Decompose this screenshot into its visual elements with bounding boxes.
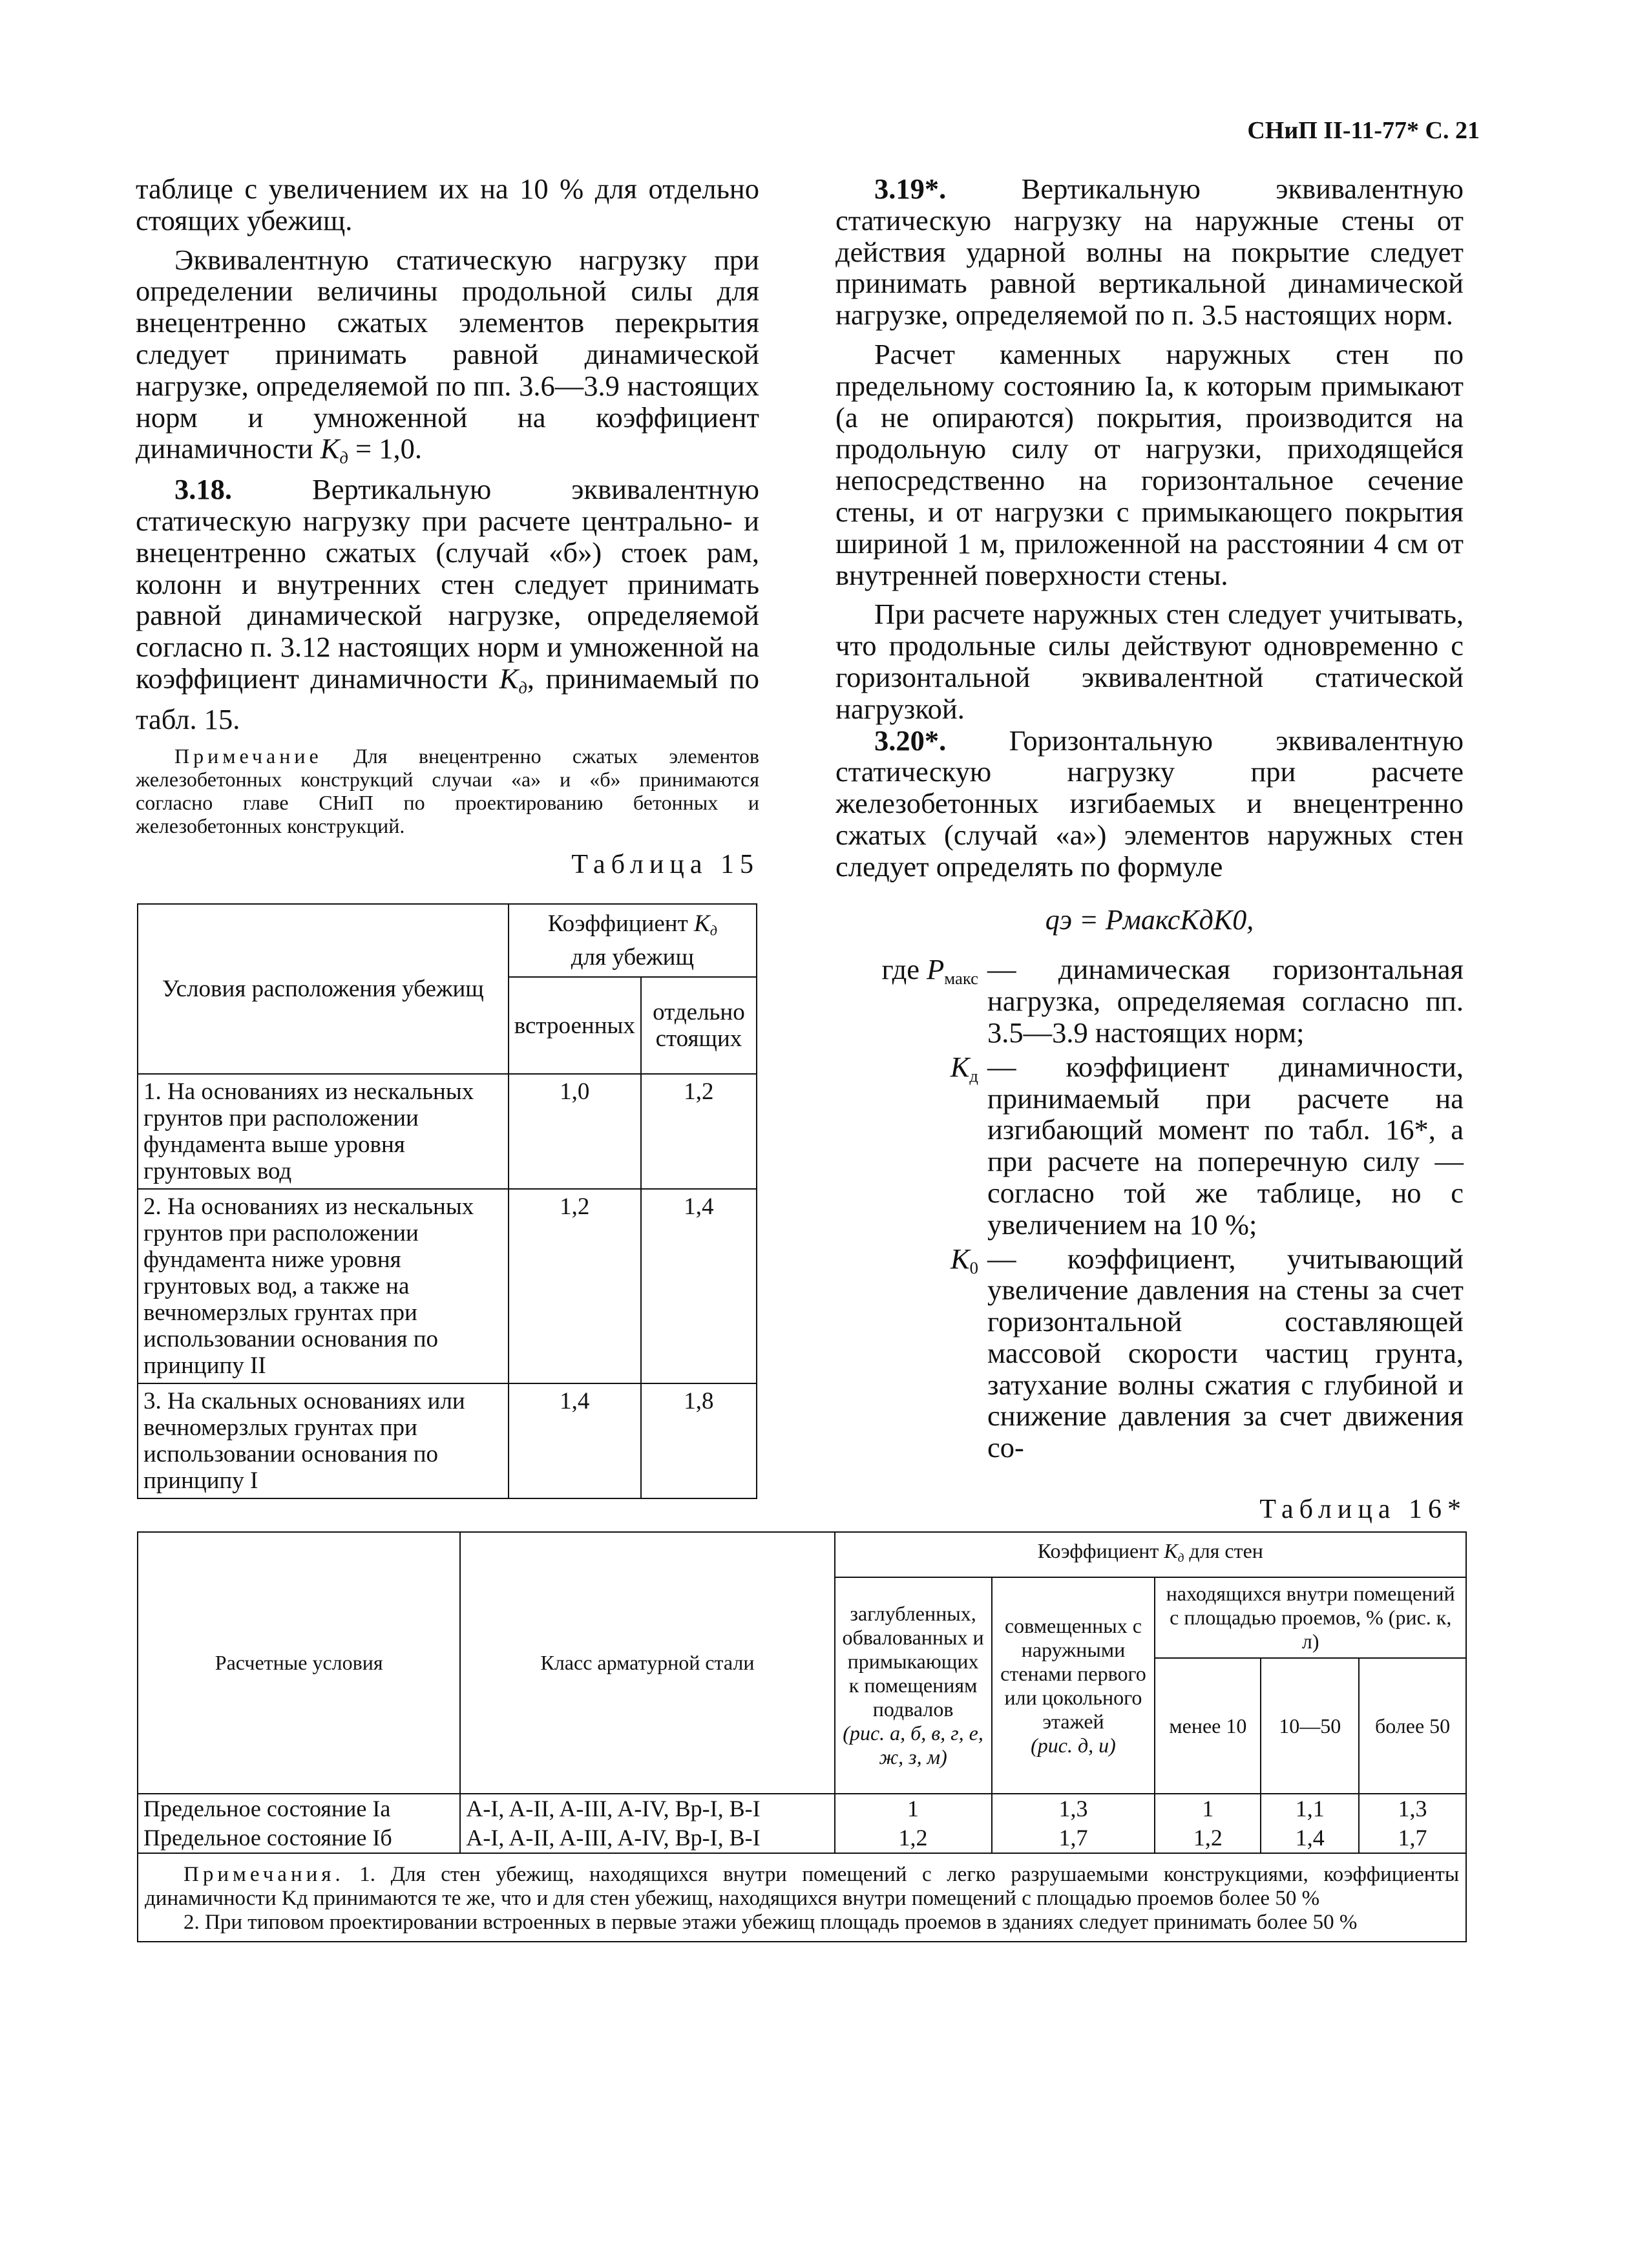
clause-3-19 — [835, 173, 1464, 331]
value-cell: 1,4 — [1261, 1823, 1359, 1853]
value-cell: 1,3 — [992, 1794, 1155, 1823]
column-header: менее 10 — [1155, 1658, 1261, 1794]
definition-term: $K_д$ — [950, 1050, 978, 1086]
value-cell: 1,4 — [509, 1383, 641, 1498]
table-row — [138, 1823, 1466, 1853]
column-header: встроенных — [509, 977, 641, 1074]
paragraph-text: Горизонтальную эквивалентную статическую нагрузку при расчете железобетонных изгибаемых и внецентренно сжатых (случай «а») элементов наружных стен следует определять по формуле — [835, 724, 1464, 883]
k-symbol: $K_д$ — [320, 432, 348, 468]
k-symbol: $K_д$ — [499, 662, 527, 697]
condition-cell: Предельное состояние Iа — [138, 1794, 460, 1823]
value-cell: 1,2 — [641, 1074, 757, 1189]
condition-cell: 3. На скальных основаниях или вечномерзлых грунтах при использовании основания по принципу I — [138, 1383, 509, 1498]
definition-text: — динамическая горизонтальная нагрузка, определяемая согласно пп. 3.5—3.9 настоящих норм; — [987, 953, 1464, 1049]
column-header: Условия расположения убежищ — [138, 904, 509, 1074]
note-label: Примечание — [174, 744, 322, 768]
notes-label: Примечания. — [184, 1863, 344, 1886]
column-header: Класс арматурной стали — [460, 1532, 834, 1794]
condition-cell: 1. На основаниях из нескальных грунтов при расположении фундамента выше уровня грунтовых вод — [138, 1074, 509, 1189]
clause-number: 3.20*. — [874, 724, 947, 757]
column-header: отдельно стоящих — [641, 977, 757, 1074]
value-cell: 1 — [1155, 1794, 1261, 1823]
value-cell: 1,4 — [641, 1189, 757, 1383]
value-cell: 1,7 — [1359, 1823, 1466, 1853]
table-row — [138, 1189, 757, 1383]
definition-text: — коэффициент динамичности, принимаемый при расчете на изгибающий момент по табл. 16*, а при расчете на поперечную силу — согласно той же таблице, но с увеличением на 10 %; — [987, 1050, 1464, 1241]
paragraph-text: Вертикальную эквивалентную статическую нагрузку на наружные стены от действия ударной волны на покрытие следует принимать равной вертикальной динамической нагрузке, определяемой по п. 3.5 настоящих норм. — [835, 173, 1464, 331]
paragraph — [136, 244, 759, 474]
table-16 — [137, 1531, 1467, 1942]
column-header: Коэффициент $K_д$ для стен — [835, 1532, 1466, 1577]
steel-cell: A-I, A-II, A-III, A-IV, Bp-I, B-I — [460, 1823, 834, 1853]
condition-cell: Предельное состояние Iб — [138, 1823, 460, 1853]
value-cell: 1,2 — [1155, 1823, 1261, 1853]
value-cell: 1,8 — [641, 1383, 757, 1498]
paragraph-text: Эквивалентную статическую нагрузку при определении величины продольной силы для внецентренно сжатых элементов перекрытия следует принимать равной динамической нагрузке, определяемой по пп. 3.6—3.9 настоящих норм и умноженной на коэффициент динамичности — [136, 243, 759, 465]
definition-list — [835, 954, 1464, 1466]
table-notes — [138, 1853, 1466, 1942]
column-header: находящихся внутри помещений с площадью проемов, % (рис. к, л) — [1155, 1577, 1466, 1658]
paragraph-text: Вертикальную эквивалентную статическую нагрузку при расчете центрально- и внецентренно сжатых (случай «б») стоек рам, колонн и внутренних стен следует принимать равной динамической нагрузке, определяемой согласно п. 3.12 настоящих норм и умноженной на коэффициент динамичности — [136, 473, 759, 695]
value-cell: 1,2 — [509, 1189, 641, 1383]
value-cell: 1,1 — [1261, 1794, 1359, 1823]
table-15 — [137, 903, 757, 1499]
table-row — [138, 1383, 757, 1498]
paragraph-text: , принимаемый по табл. 15. — [136, 662, 759, 735]
column-header: Расчетные условия — [138, 1532, 460, 1794]
clause-number: 3.18. — [174, 473, 232, 506]
paragraph: Расчет каменных наружных стен по предельному состоянию Iа, к которым примыкают (а не опираются) покрытия, производится на продольную силу от нагрузки, приходящейся непосредственно на горизонтальное сечение стены, и от нагрузки с примыкающего покрытия шириной 1 м, приложенной на расстоянии 4 см от внутренней поверхности стены. — [835, 337, 1464, 591]
clause-number: 3.19*. — [874, 173, 947, 205]
note — [136, 744, 759, 837]
formula: qэ = PмаксKдK0, — [1045, 903, 1254, 936]
steel-cell: A-I, A-II, A-III, A-IV, Bp-I, B-I — [460, 1794, 834, 1823]
clause-3-18 — [136, 474, 759, 735]
clause-3-20 — [835, 725, 1464, 883]
definition-text: — коэффициент, учитывающий увеличение давления на стены за счет горизонтальной составляющей массовой скорости частиц грунта, затухание волны сжатия с глубиной и снижение давления за счет движения со- — [987, 1242, 1464, 1464]
table-15-caption: Таблица 15 — [571, 849, 759, 879]
column-header: 10—50 — [1261, 1658, 1359, 1794]
column-header: более 50 — [1359, 1658, 1466, 1794]
note: 2. При типовом проектировании встроенных в первые этажи убежищ площадь проемов в зданиях следует принимать более 50 % — [184, 1911, 1358, 1934]
value-cell: 1,0 — [509, 1074, 641, 1189]
value-cell: 1,2 — [835, 1823, 992, 1853]
left-column — [136, 173, 759, 880]
right-column — [835, 173, 1464, 1466]
column-header: совмещенных с наружными стенами первого или цокольного этажей (рис. д, и) — [992, 1577, 1155, 1794]
value-cell: 1,3 — [1359, 1794, 1466, 1823]
paragraph-text: = 1,0. — [348, 432, 422, 465]
paragraph: При расчете наружных стен следует учитывать, что продольные силы действуют одновременно с горизонтальной эквивалентной статической нагрузкой. — [835, 598, 1464, 725]
value-cell: 1,7 — [992, 1823, 1155, 1853]
note — [145, 1863, 1459, 1911]
column-header: заглубленных, обвалованных и примыкающих к помещениям подвалов (рис. а, б, в, г, е, ж, з, м) — [835, 1577, 992, 1794]
condition-cell: 2. На основаниях из нескальных грунтов при расположении фундамента ниже уровня грунтовых вод, а также на вечномерзлых грунтах при использовании основания по принципу II — [138, 1189, 509, 1383]
page-header: СНиП II-11-77* С. 21 — [1247, 117, 1480, 144]
table-16-caption: Таблица 16* — [1259, 1495, 1467, 1524]
column-header: Коэффициент $K_д$ для убежищ — [509, 904, 757, 977]
note-text: 1. Для стен убежищ, находящихся внутри помещений с легко разрушаемыми конструкциями, коэффициенты динамичности Kд принимаются те же, что и для стен убежищ, находящихся внутри помещений с площадью проемов более 50 % — [145, 1863, 1459, 1910]
definition-term: $K_0$ — [950, 1242, 978, 1277]
table-row — [138, 1074, 757, 1189]
table-row — [138, 1794, 1466, 1823]
value-cell: 1 — [835, 1794, 992, 1823]
paragraph: таблице с увеличением их на 10 % для отдельно стоящих убежищ. — [136, 173, 759, 236]
note-text: Для внецентренно сжатых элементов железобетонных конструкций случаи «а» и «б» принимаются согласно главе СНиП по проектированию бетонных и железобетонных конструкций. — [136, 744, 759, 837]
definition-term: где $P_{макс}$ — [881, 953, 978, 989]
